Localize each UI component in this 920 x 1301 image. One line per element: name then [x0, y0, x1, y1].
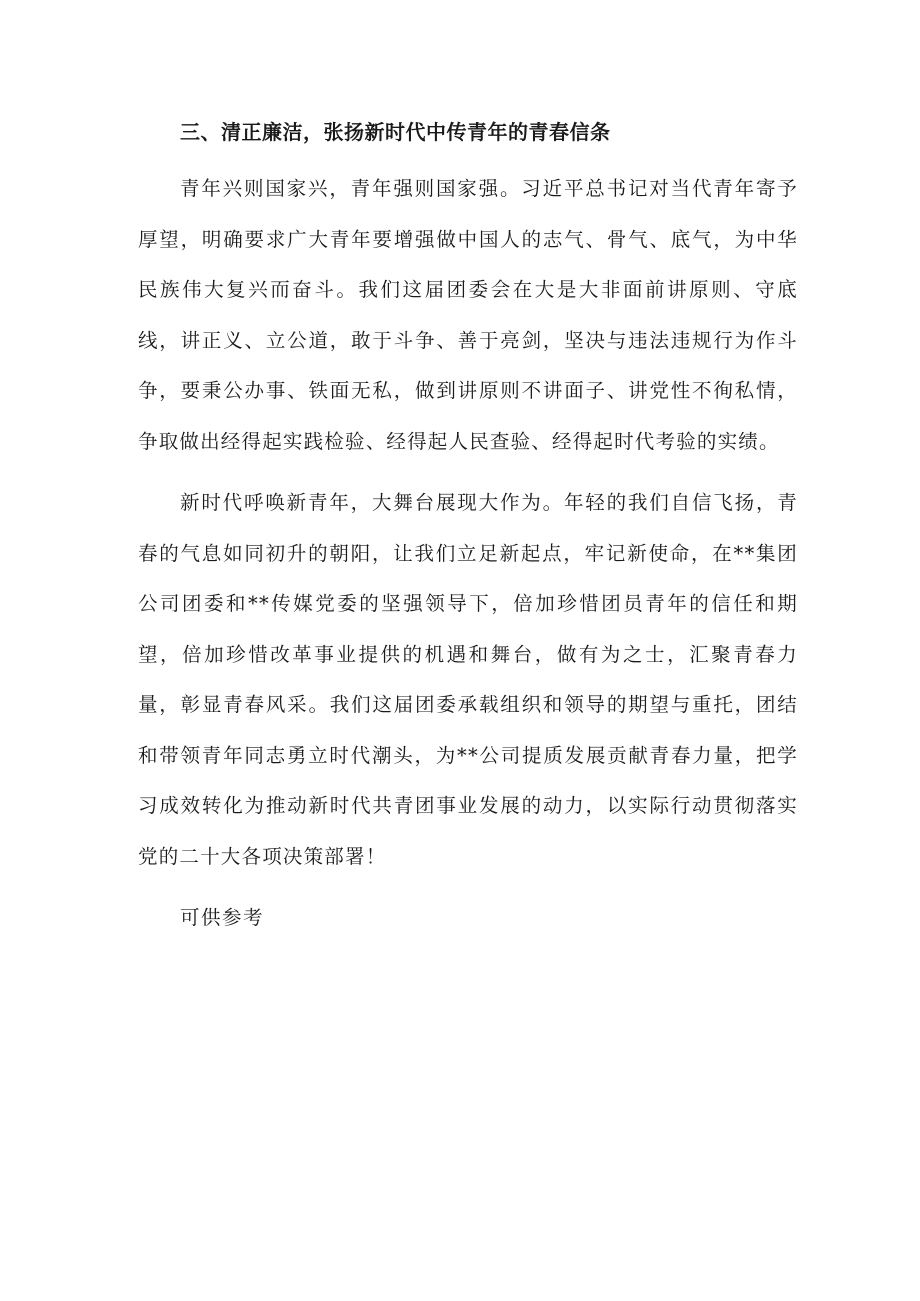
body-paragraph-1: 青年兴则国家兴，青年强则国家强。习近平总书记对当代青年寄予厚望，明确要求广大青年要增强做中国人的志气、骨气、底气，为中华民族伟大复兴而奋斗。我们这届团委会在大是大非面前讲原则、守底线，讲正义、立公道，敢于斗争、善于亮剑，坚决与违法违规行为作斗争，要秉公办事、铁面无私，做到讲原则不讲面子、讲党性不徇私情，争取做出经得起实践检验、经得起人民查验、经得起时代考验的实绩。: [138, 177, 798, 453]
closing-note: 可供参考: [180, 906, 265, 929]
section-heading: 三、清正廉洁，张扬新时代中传青年的青春信条: [180, 120, 611, 144]
document-body: [138, 112, 798, 943]
body-paragraph-2: 新时代呼唤新青年，大舞台展现大作为。年轻的我们自信飞扬，青春的气息如同初升的朝阳，让我们立足新起点，牢记新使命，在**集团公司团委和**传媒党委的坚强领导下，倍加珍惜团员青年的信任和期望，倍加珍惜改革事业提供的机遇和舞台，做有为之士，汇聚青春力量，彰显青春风采。我们这届团委承载组织和领导的期望与重托，团结和带领青年同志勇立时代潮头，为**公司提质发展贡献青春力量，把学习成效转化为推动新时代共青团事业发展的动力，以实际行动贯彻落实党的二十大各项决策部署！: [138, 491, 798, 868]
